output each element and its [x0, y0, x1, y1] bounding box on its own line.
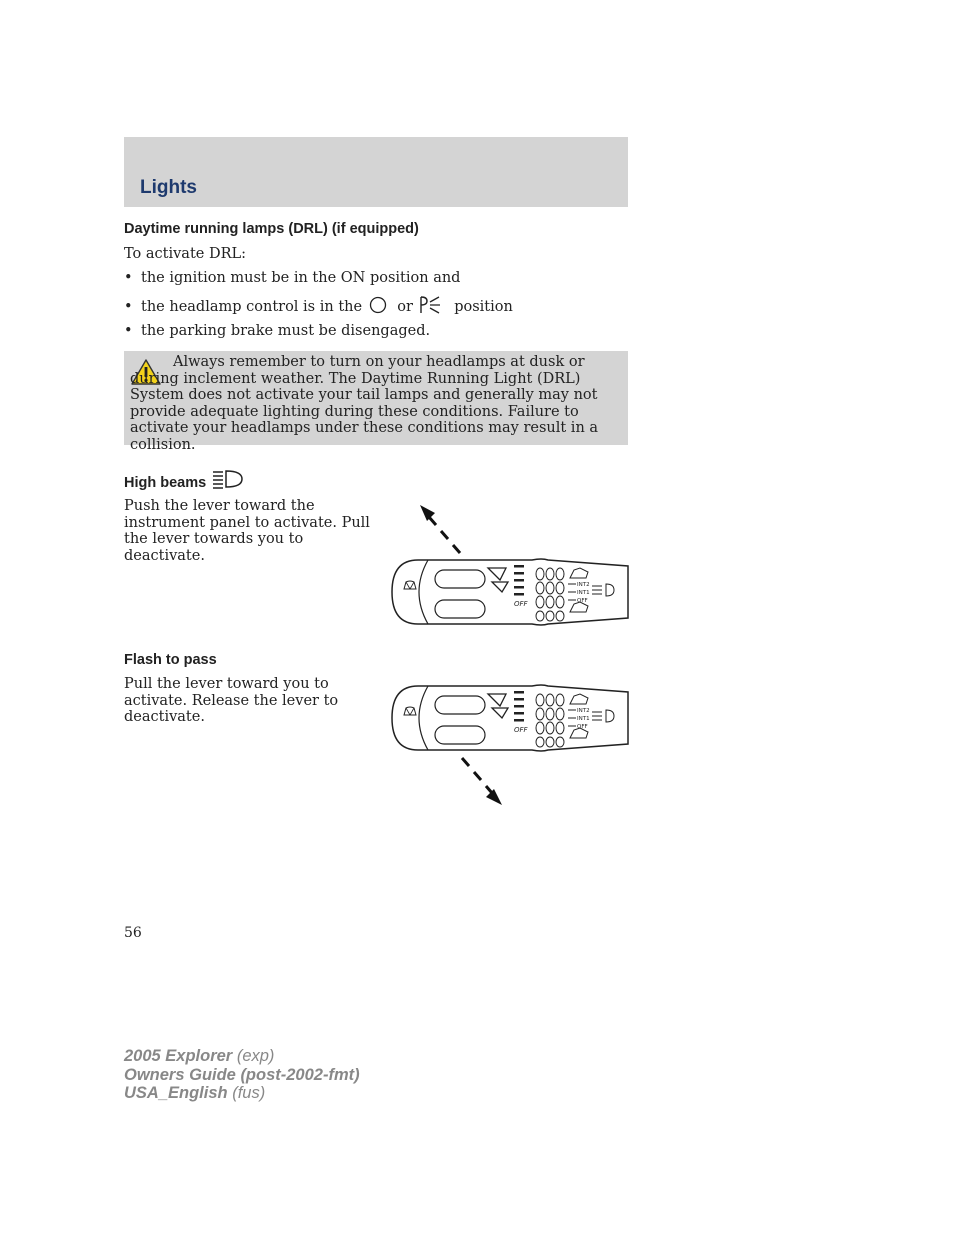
int1-label: INT1	[577, 716, 590, 722]
parking-lamp-icon	[418, 296, 442, 318]
drl-bullet-1: • the ignition must be in the ON position and	[124, 270, 461, 286]
off-label: OFF	[514, 726, 528, 734]
warning-box	[124, 351, 628, 453]
off-small-label: OFF	[577, 598, 588, 604]
int2-label: INT2	[577, 708, 590, 714]
section-title: Lights	[140, 177, 197, 198]
flash-to-pass-heading: Flash to pass	[124, 652, 217, 668]
lever-push-illustration	[380, 500, 630, 630]
push-forward-arrow-icon	[420, 505, 460, 553]
int2-label: INT2	[577, 582, 590, 588]
high-beams-heading: High beams	[124, 473, 245, 493]
footer-line-2: Owners Guide (post-2002-fmt)	[124, 1065, 360, 1084]
drl-bullet-3: • the parking brake must be disengaged.	[124, 323, 431, 339]
high-beam-icon	[211, 469, 245, 493]
drl-intro: To activate DRL:	[124, 246, 247, 262]
high-beams-text: Push the lever toward the instrument panel to activate. Pull the lever towards you to deactivate.	[124, 498, 370, 564]
flash-to-pass-text: Pull the lever toward you to activate. Release the lever to deactivate.	[124, 676, 339, 725]
off-small-label: OFF	[577, 724, 588, 730]
stalk-body	[392, 685, 628, 751]
stalk-body	[392, 559, 628, 625]
int1-label: INT1	[577, 590, 590, 596]
lever-pull-illustration	[380, 680, 630, 810]
pull-toward-arrow-icon	[462, 758, 502, 805]
page-number: 56	[124, 925, 142, 941]
document-footer	[124, 1047, 360, 1103]
warning-text: Always remember to turn on your headlamps at dusk or during inclement weather. The Daytime Running Light (DRL) System does not activate your tail lamps and generally may not provide adequate lighting during these conditions. Failure to activate your headlamps under these conditions may result in a collision.	[130, 354, 599, 453]
drl-bullet-2: • the headlamp control is in the or position	[124, 296, 513, 318]
footer-line-3: USA_English (fus)	[124, 1084, 266, 1102]
off-label: OFF	[514, 600, 528, 608]
footer-line-1: 2005 Explorer (exp)	[124, 1047, 275, 1065]
section-header-band	[124, 137, 628, 207]
circle-off-icon	[369, 296, 387, 318]
drl-heading: Daytime running lamps (DRL) (if equipped)	[124, 221, 419, 237]
